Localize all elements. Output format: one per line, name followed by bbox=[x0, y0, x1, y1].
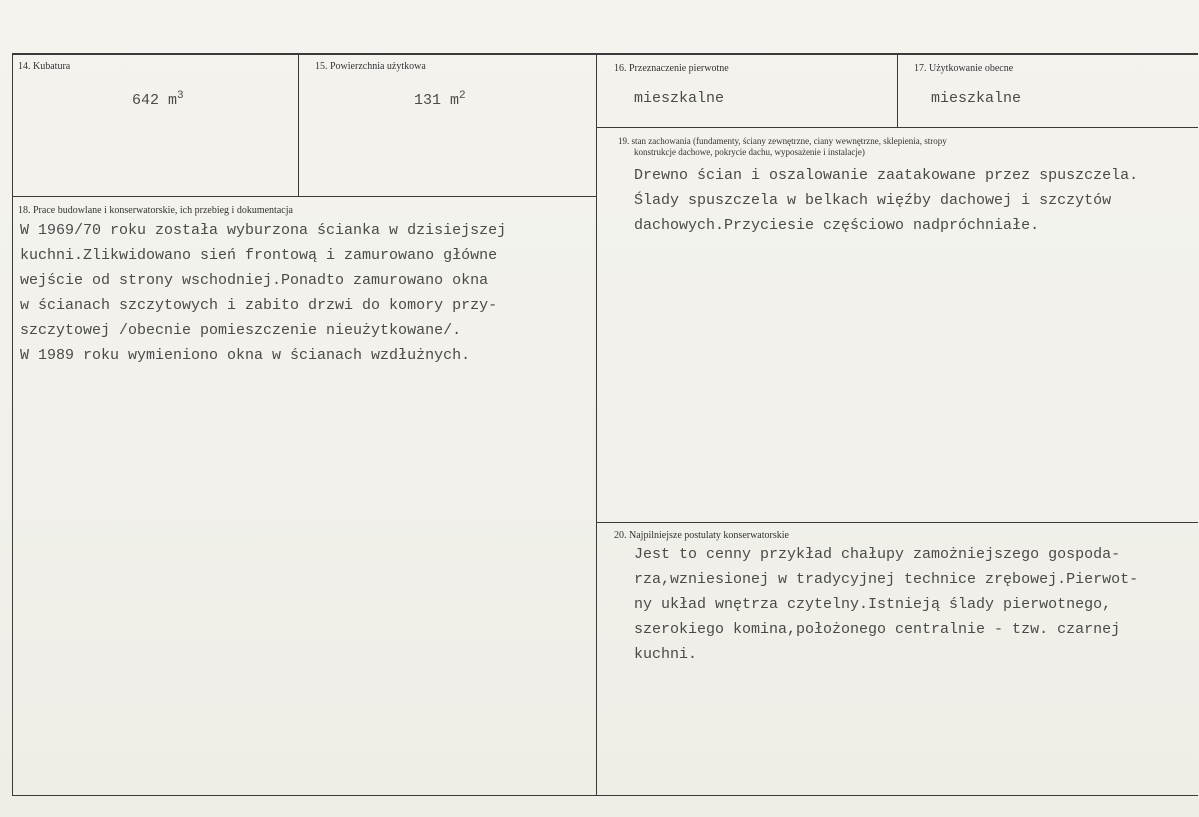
field-18-text bbox=[20, 218, 506, 368]
divider-14-15 bbox=[298, 54, 299, 196]
field-20-line: ny układ wnętrza czytelny.Istnieją ślady pierwotnego, bbox=[634, 596, 1112, 613]
field-15-value bbox=[414, 90, 466, 109]
field-20-line: kuchni. bbox=[634, 646, 698, 663]
field-18-label: 18. Prace budowlane i konserwatorskie, ich przebieg i dokumentacja bbox=[18, 205, 293, 216]
powierzchnia-unit-exponent: 2 bbox=[459, 90, 466, 102]
field-17-label: 17. Użytkowanie obecne bbox=[914, 63, 1014, 74]
field-20-text bbox=[634, 542, 1138, 667]
rule-under-16-17 bbox=[597, 127, 1198, 128]
field-16-value: mieszkalne bbox=[634, 90, 725, 107]
rule-above-20 bbox=[597, 522, 1198, 523]
field-14-label: 14. Kubatura bbox=[18, 61, 71, 72]
field-20-line: szerokiego komina,położonego centralnie - tzw. czarnej bbox=[634, 621, 1121, 638]
field-20-line: rza,wzniesionej w tradycyjnej technice zrębowej.Pierwot- bbox=[634, 571, 1139, 588]
divider-16-17 bbox=[897, 54, 898, 128]
powierzchnia-value: 131 m bbox=[414, 92, 460, 109]
field-14-value bbox=[132, 90, 184, 109]
field-19-line: Ślady spuszczela w belkach więźby dachowej i szczytów bbox=[634, 192, 1112, 209]
field-16-label: 16. Przeznaczenie pierwotne bbox=[614, 63, 729, 74]
field-18-line: wejście od strony wschodniej.Ponadto zamurowano okna bbox=[20, 272, 489, 289]
top-rule bbox=[12, 53, 1198, 55]
field-18-line: W 1969/70 roku została wyburzona ścianka w dzisiejszej bbox=[20, 222, 507, 239]
field-20-line: Jest to cenny przykład chałupy zamożniejszego gospoda- bbox=[634, 546, 1121, 563]
field-18-line: W 1989 roku wymieniono okna w ścianach wzdłużnych. bbox=[20, 347, 471, 364]
field-19-line: Drewno ścian i oszalowanie zaatakowane przez spuszczela. bbox=[634, 167, 1139, 184]
field-20-label: 20. Najpilniejsze postulaty konserwatorskie bbox=[614, 530, 789, 541]
field-19-line: dachowych.Przyciesie częściowo nadpróchniałe. bbox=[634, 217, 1040, 234]
field-18-line: kuchni.Zlikwidowano sień frontową i zamurowano główne bbox=[20, 247, 498, 264]
bottom-rule bbox=[12, 795, 1198, 796]
field-17-value: mieszkalne bbox=[931, 90, 1022, 107]
left-border bbox=[12, 54, 13, 796]
field-19-label-line2: konstrukcje dachowe, pokrycie dachu, wyposażenie i instalacje) bbox=[634, 147, 865, 157]
center-divider bbox=[596, 54, 597, 796]
kubatura-value: 642 m bbox=[132, 92, 178, 109]
field-18-line: szczytowej /obecnie pomieszczenie nieużytkowane/. bbox=[20, 322, 462, 339]
field-19-label-line1: 19. stan zachowania (fundamenty, ściany zewnętrzne, ciany wewnętrzne, sklepienia, stropy bbox=[618, 136, 947, 146]
field-19-text bbox=[634, 163, 1138, 238]
field-18-line: w ścianach szczytowych i zabito drzwi do komory przy- bbox=[20, 297, 498, 314]
kubatura-unit-exponent: 3 bbox=[177, 90, 184, 102]
field-15-label: 15. Powierzchnia użytkowa bbox=[315, 61, 426, 72]
rule-under-14-15 bbox=[12, 196, 596, 197]
